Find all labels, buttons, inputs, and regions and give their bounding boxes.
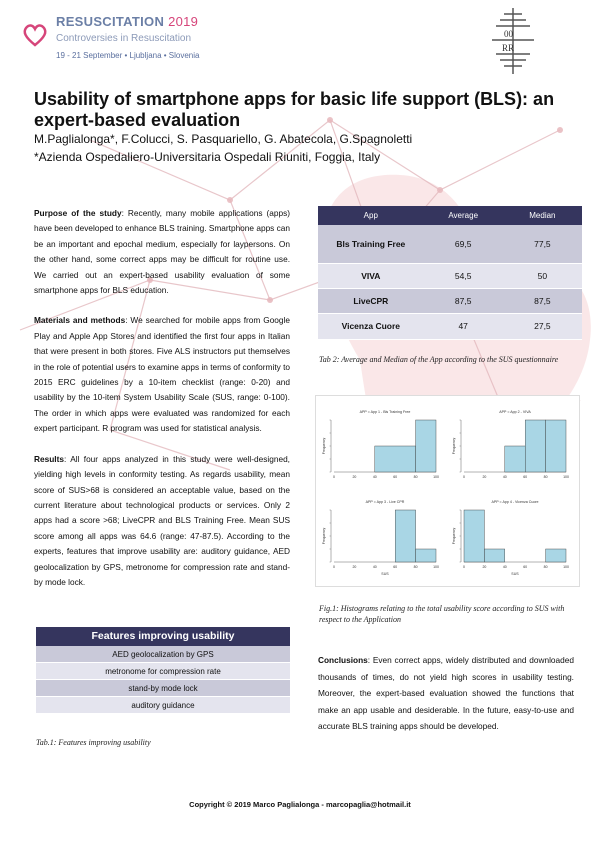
logo-text-bottom: RR: [502, 43, 515, 53]
histogram-bar: [525, 420, 545, 472]
sus-cell-median: 27,5: [503, 313, 582, 339]
histogram-tick-label: 20: [482, 475, 487, 479]
poster-title: Usability of smartphone apps for basic life support (BLS): an expert-based evaluation: [34, 89, 555, 130]
histogram-y-label: Frequency: [322, 527, 326, 545]
histogram-tick-label: 80: [413, 565, 418, 569]
histogram-tick-label: 60: [523, 475, 528, 479]
features-row: AED geolocalization by GPS: [36, 646, 290, 663]
histogram-title: APP = App 1 - Bls Training Free: [359, 410, 411, 414]
affiliation: *Azienda Ospedaliero-Universitaria Ospedali Riuniti, Foggia, Italy: [34, 150, 381, 164]
histogram-tick-label: 40: [372, 565, 377, 569]
histogram-y-label: Frequency: [452, 527, 456, 545]
heart-icon: [22, 22, 48, 48]
table-row: [318, 313, 582, 339]
histogram-tick-label: 20: [352, 475, 357, 479]
sus-cell-average: 54,5: [424, 263, 503, 288]
features-table-header: Features improving usability: [36, 627, 290, 646]
sus-cell-median: 77,5: [503, 225, 582, 263]
features-table-caption: Tab.1: Features improving usability: [36, 738, 151, 747]
histogram-tick-label: 100: [433, 475, 439, 479]
sus-table: [318, 206, 582, 340]
histogram-x-label: SUS: [511, 572, 519, 576]
results-paragraph: [34, 452, 290, 591]
histogram-title: APP = App 4 - Vicenza Cuore: [491, 500, 539, 504]
table-row: [318, 225, 582, 263]
purpose-paragraph: [34, 206, 290, 298]
histogram-tick-label: 0: [463, 475, 465, 479]
histogram-bar: [375, 446, 416, 472]
sus-table-caption: Tab 2: Average and Median of the App according to the SUS questionnaire: [319, 355, 559, 364]
histogram-tick-label: 100: [563, 565, 569, 569]
histogram-x-label: SUS: [381, 572, 389, 576]
copyright: Copyright © 2019 Marco Paglialonga - marcopaglia@hotmail.it: [189, 800, 411, 809]
conclusions-paragraph: [318, 652, 574, 735]
logo-title: RESUSCITATION 2019: [56, 14, 199, 29]
histogram-y-label: Frequency: [452, 437, 456, 455]
conclusions-text: : Even correct apps, widely distributed and downloaded thousands of times, do not yield high scores in usability testing. Moreover, the expert-based evaluation showed the functions that make an app usable and desiderable. In the future, easy-to-use and accurate BLS training apps should be developed.: [318, 655, 574, 731]
histogram-y-label: Frequency: [322, 437, 326, 455]
table-row: [318, 288, 582, 313]
institution-logo: [482, 4, 544, 78]
sus-header-app: App: [318, 206, 424, 225]
sus-cell-average: 69,5: [424, 225, 503, 263]
histogram-tick-label: 20: [482, 565, 487, 569]
histogram-bar: [464, 510, 484, 562]
histogram-title: APP = App 2 - VIVA: [499, 410, 531, 414]
conference-logo: [22, 12, 222, 72]
methods-text: : We searched for mobile apps from Google Play and Apple App Stores and identified the first four apps in Italian that were present in both stores. Five ALS instructors put themselves in the role of potential users to examine apps in terms of conformity to 2015 ERC guidelines by a 10-item checklist (range: 0-20) and usability by the 10-item System Usability Scale (SUS, range: 0-100). The order in which apps were evaluated was randomized for each expert participant. R program was used for statistical analysis.: [34, 315, 290, 434]
sus-cell-app: VIVA: [318, 263, 424, 288]
conclusions-label: Conclusions: [318, 655, 368, 665]
sus-cell-app: LiveCPR: [318, 288, 424, 313]
sus-header-average: Average: [424, 206, 503, 225]
histogram-tick-label: 100: [433, 565, 439, 569]
features-row: auditory guidance: [36, 697, 290, 714]
sus-header-median: Median: [503, 206, 582, 225]
sus-cell-average: 87,5: [424, 288, 503, 313]
histogram-bar: [546, 420, 566, 472]
histogram-tick-label: 60: [393, 565, 398, 569]
purpose-text: : Recently, many mobile applications (apps) have been developed to enhance BLS training. Smartphone apps can be an important and epochal medium, especially for laypersons. On the other hand, some correct apps may be difficult for routine use. We carried out an expert-based usability evaluation of some smartphone apps for BLS education.: [34, 208, 291, 296]
sus-cell-app: Bls Training Free: [318, 225, 424, 263]
sus-cell-average: 47: [424, 313, 503, 339]
sus-cell-median: 50: [503, 263, 582, 288]
histogram-tick-label: 80: [413, 475, 418, 479]
logo-dates: 19 - 21 September • Ljubljana • Slovenia: [56, 51, 200, 60]
histogram-tick-label: 60: [393, 475, 398, 479]
results-text: : All four apps analyzed in this study were well-designed, yielding high levels in conformity testing. As regards usability, mean score of SUS>68 is considered an acceptable value, based on the current literature about technological products or services. Only 2 apps had a score >68; LiveCPR and BLS Training Free. Mean SUS score among all apps was 64.6 (range: 47-87.5). According to the experts, features that improve usability are: auditory guidance, AED geolocalization by GPS, metronome for compression rate and stand-by mode lock.: [34, 453, 290, 587]
authors: M.Paglialonga*, F.Colucci, S. Pasquariello, G. Abatecola, G.Spagnoletti: [34, 132, 413, 146]
sus-cell-app: Vicenza Cuore: [318, 313, 424, 339]
table-row: [318, 263, 582, 288]
results-label: Results: [34, 453, 64, 464]
histogram-bar: [416, 420, 436, 472]
histogram-tick-label: 100: [563, 475, 569, 479]
features-row: metronome for compression rate: [36, 663, 290, 680]
histogram-figure: [315, 395, 580, 587]
histogram-tick-label: 0: [333, 565, 335, 569]
histogram-title: APP = App 3 - Live CPR: [365, 500, 405, 504]
histogram-tick-label: 40: [502, 475, 507, 479]
histogram-bar: [505, 446, 525, 472]
histogram-tick-label: 60: [523, 565, 528, 569]
logo-subtitle: Controversies in Resuscitation: [56, 33, 192, 44]
histogram-svg: [316, 396, 579, 586]
histogram-tick-label: 80: [543, 565, 548, 569]
left-column: [34, 206, 290, 605]
features-table: [36, 627, 290, 714]
histogram-bar: [484, 549, 504, 562]
histogram-tick-label: 0: [463, 565, 465, 569]
histogram-bar: [395, 510, 415, 562]
sus-cell-median: 87,5: [503, 288, 582, 313]
histogram-tick-label: 40: [502, 565, 507, 569]
methods-label: Materials and methods: [34, 315, 126, 326]
methods-paragraph: [34, 313, 290, 436]
figure-caption: Fig.1: Histograms relating to the total usability score according to SUS with respect to the Application: [319, 604, 565, 624]
histogram-tick-label: 0: [333, 475, 335, 479]
logo-text-top: 00: [504, 29, 513, 39]
histogram-bar: [416, 549, 436, 562]
features-row: stand-by mode lock: [36, 680, 290, 697]
histogram-tick-label: 40: [372, 475, 377, 479]
purpose-label: Purpose of the study: [34, 208, 122, 218]
histogram-tick-label: 80: [543, 475, 548, 479]
histogram-bar: [546, 549, 566, 562]
histogram-tick-label: 20: [352, 565, 357, 569]
